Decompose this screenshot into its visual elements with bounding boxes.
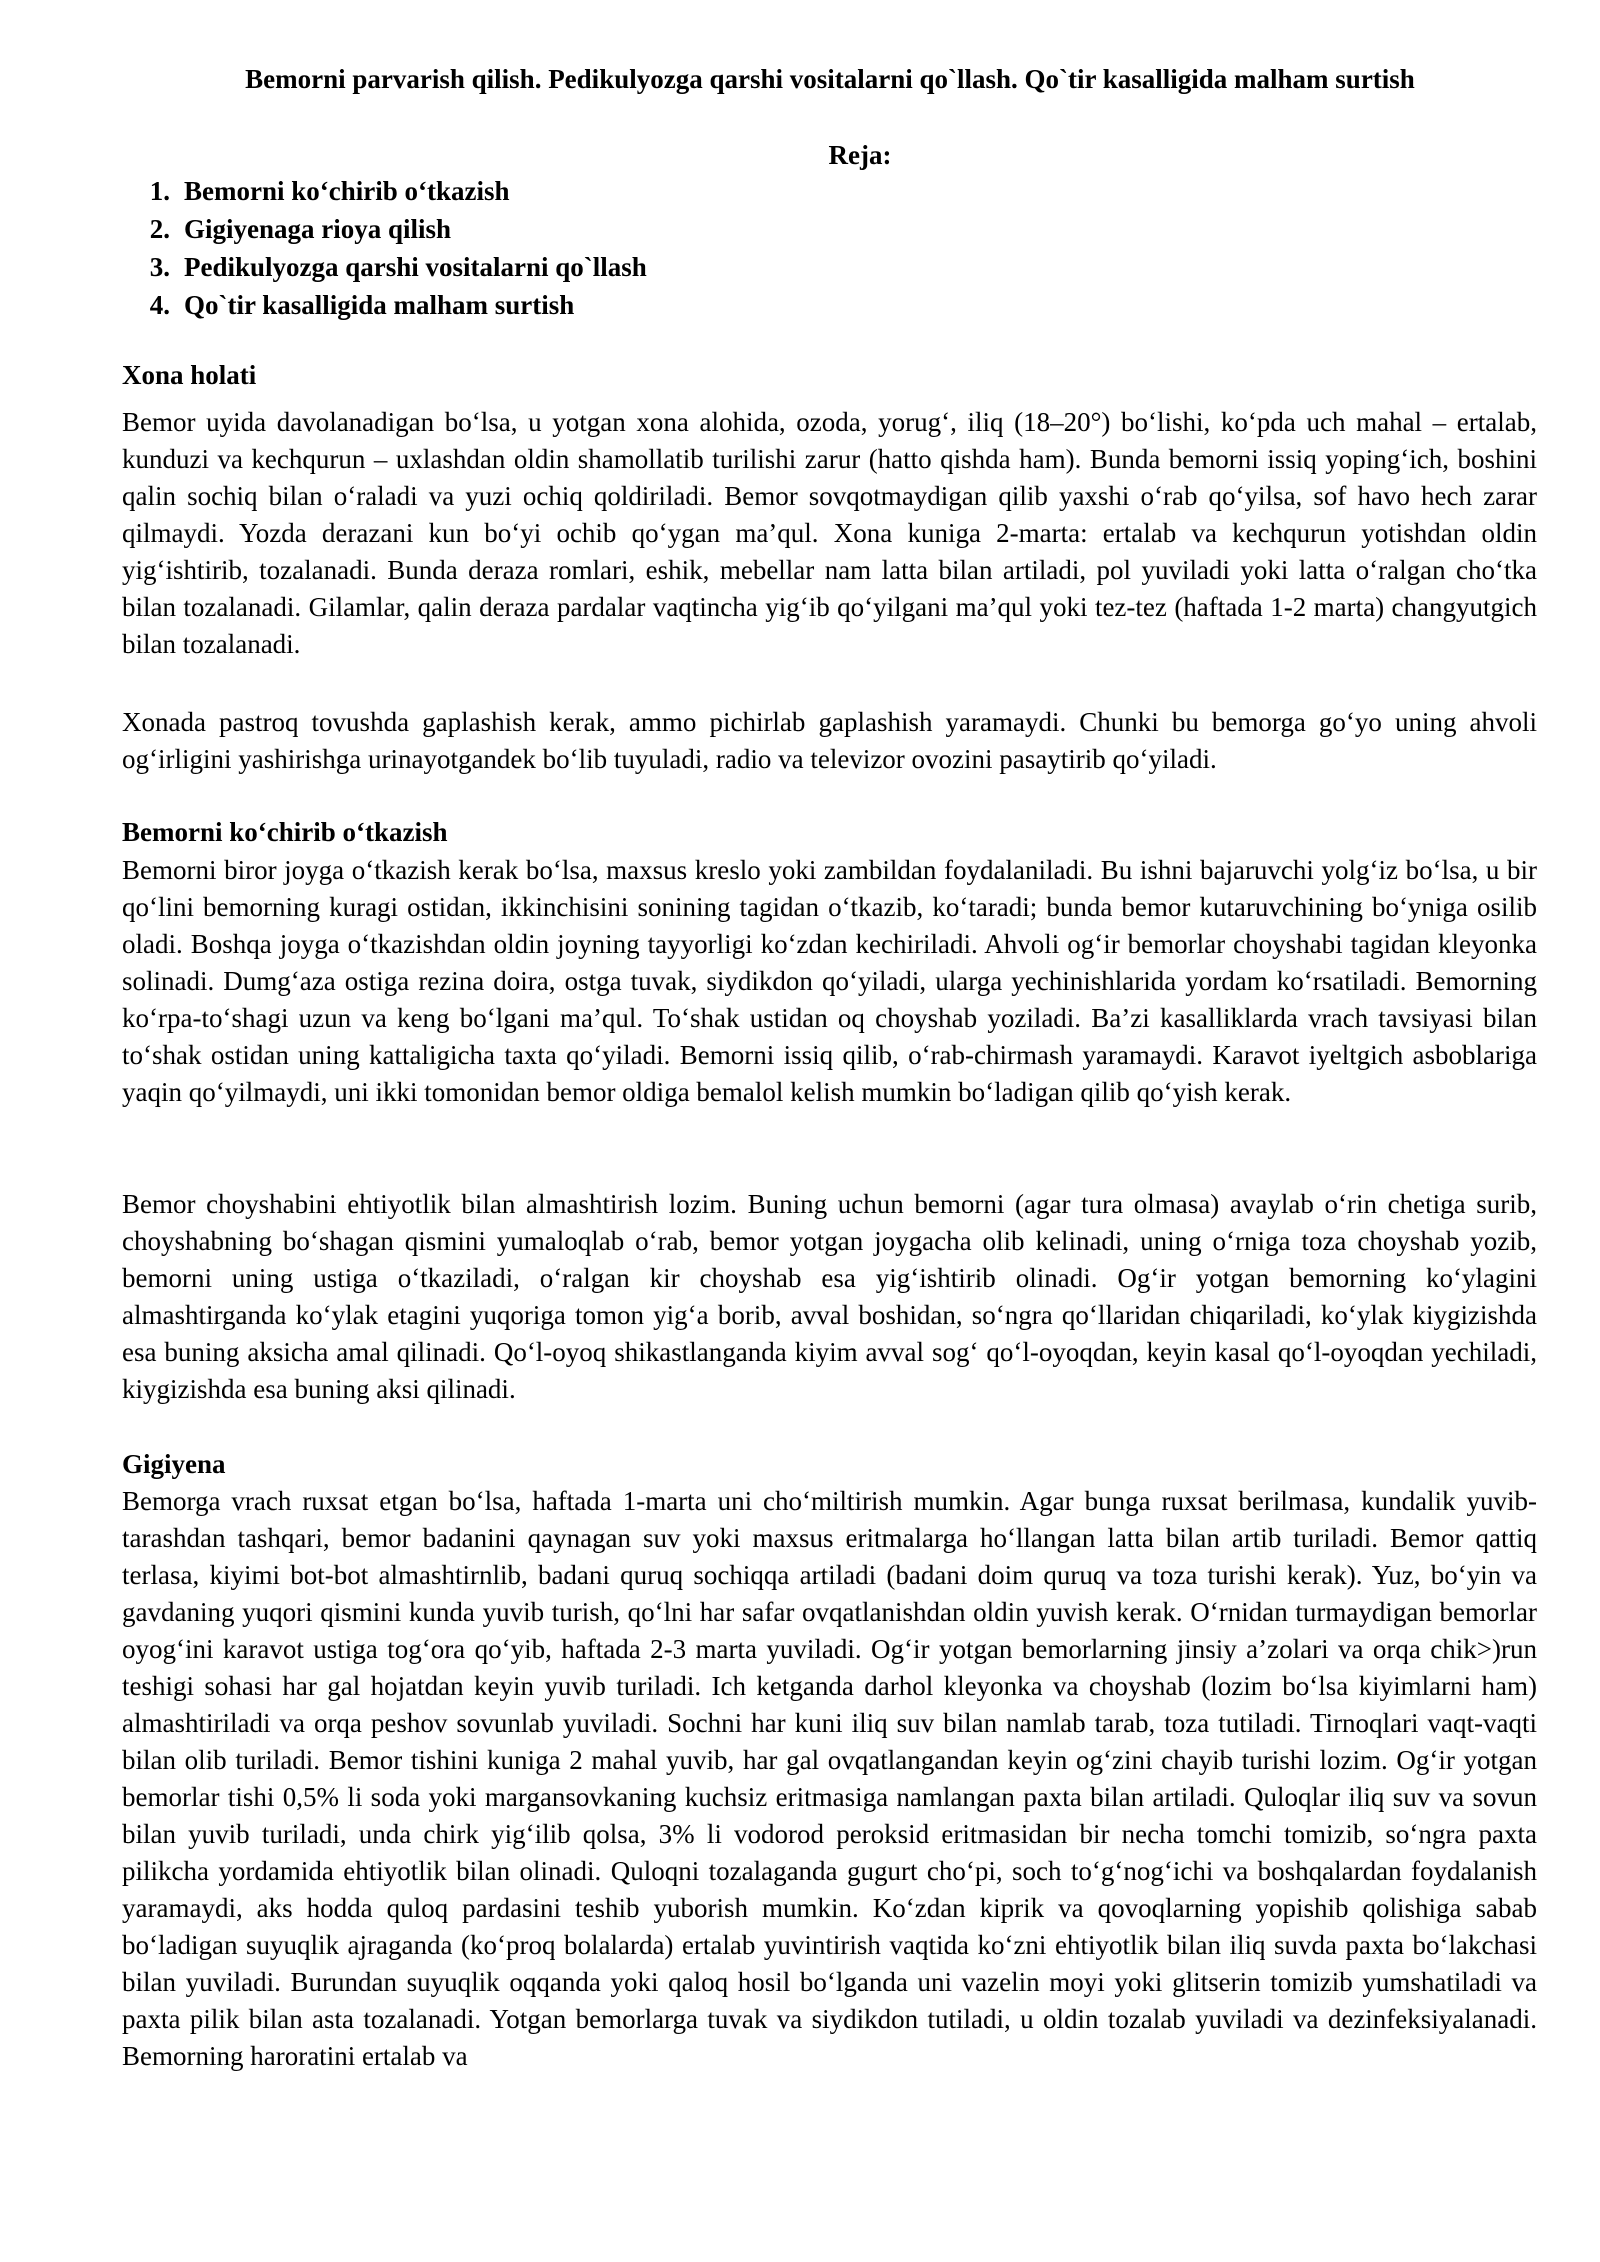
plan-item-text: Bemorni ko‘chirib o‘tkazish — [184, 176, 510, 206]
plan-item-number: 2. — [149, 214, 170, 244]
section-heading-xona-holati: Xona holati — [122, 360, 257, 390]
paragraph-kochirish-1: Bemorni biror joyga o‘tkazish kerak bo‘lsa, maxsus kreslo yoki zambildan foydalaniladi. Bu ishni bajaruvchi yolg‘iz bo‘lsa, u bir qo‘lini bemorning kuragi ostidan, ikkinchisini sonining tagidan o‘tkazib, ko‘taradi; bunda bemor kutaruvchining bo‘yniga osilib oladi. Boshqa joyga o‘tkazishdan oldin joyning tayyorligi ko‘zdan kechiriladi. Ahvoli og‘ir bemorlar choyshabi tagidan kleyonka solinadi. Dumg‘aza ostiga rezina doira, ostga tuvak, siydikdon qo‘yiladi, ularga yechinishlarida yordam ko‘rsatiladi. Bemorning ko‘rpa-to‘shagi uzun va keng bo‘lgani ma’qul. To‘shak ustidan oq choyshab yoziladi. Ba’zi kasalliklarda vrach tavsiyasi bilan to‘shak ostidan uning kattaligicha taxta qo‘yiladi. Bemorni issiq qilib, o‘rab-chirmash yaramaydi. Karavot iyeltgich asboblariga yaqin qo‘yilmaydi, uni ikki tomonidan bemor oldiga bemalol kelish mumkin bo‘ladigan qilib qo‘yish kerak. — [122, 855, 1537, 1107]
plan-label: Reja: — [828, 140, 892, 170]
document-title: Bemorni parvarish qilish. Pedikulyozga qarshi vositalarni qo`llash. Qo`tir kasalligida malham surtish — [245, 64, 1415, 94]
paragraph-xona-2: Xonada pastroq tovushda gaplashish kerak, ammo pichirlab gaplashish yaramaydi. Chunki bu bemorga go‘yo uning ahvoli og‘irligini yashirishga urinayotgandek bo‘lib tuyuladi, radio va televizor ovozini pasaytirib qo‘yiladi. — [122, 707, 1537, 774]
plan-item-text: Qo`tir kasalligida malham surtish — [184, 290, 575, 320]
section-heading-kochirish: Bemorni ko‘chirib o‘tkazish — [122, 817, 448, 847]
plan-item-number: 4. — [149, 290, 170, 320]
plan-item — [120, 286, 647, 324]
plan-item — [120, 248, 647, 286]
plan-item-number: 3. — [149, 252, 170, 282]
plan-item-text: Pedikulyozga qarshi vositalarni qo`llash — [184, 252, 647, 282]
plan-item — [120, 172, 647, 210]
section-heading-gigiyena: Gigiyena — [122, 1449, 226, 1479]
paragraph-kochirish-2: Bemor choyshabini ehtiyotlik bilan almashtirish lozim. Buning uchun bemorni (agar tura olmasa) avaylab o‘rin chetiga surib, choyshabning bo‘shagan qismini yumaloqlab o‘rab, bemor yotgan joygacha olib kelinadi, uning o‘rniga toza choyshab yozib, bemorni uning ustiga o‘tkaziladi, o‘ralgan kir choyshab esa yig‘ishtirib olinadi. Og‘ir yotgan bemorning ko‘ylagini almashtirganda ko‘ylak etagini yuqoriga tomon yig‘a borib, avval boshidan, so‘ngra qo‘llaridan chiqariladi, ko‘ylak kiygizishda esa buning aksicha amal qilinadi. Qo‘l-oyoq shikastlanganda kiyim avval sog‘ qo‘l-oyoqdan, keyin kasal qo‘l-oyoqdan yechiladi, kiygizishda esa buning aksi qilinadi. — [122, 1189, 1537, 1404]
plan-item-text: Gigiyenaga rioya qilish — [184, 214, 452, 244]
paragraph-xona-1: Bemor uyida davolanadigan bo‘lsa, u yotgan xona alohida, ozoda, yorug‘, iliq (18–20°) bo‘lishi, ko‘pda uch mahal – ertalab, kunduzi va kechqurun – uxlashdan oldin shamollatib turilishi zarur (hatto qishda ham). Bunda bemorni issiq yoping‘ich, boshini qalin sochiq bilan o‘raladi va yuzi ochiq qoldiriladi. Bemor sovqotmaydigan qilib yaxshi o‘rab qo‘yilsa, sof havo hech zarar qilmaydi. Yozda derazani kun bo‘yi ochib qo‘ygan ma’qul. Xona kuniga 2-marta: ertalab va kechqurun yotishdan oldin yig‘ishtirib, tozalanadi. Bunda deraza romlari, eshik, mebellar nam latta bilan artiladi, pol yuviladi yoki latta o‘ralgan cho‘tka bilan tozalanadi. Gilamlar, qalin deraza pardalar vaqtincha yig‘ib qo‘yilgani ma’qul yoki tez-tez (haftada 1-2 marta) changyutgich bilan tozalanadi. — [122, 407, 1537, 659]
plan-item-number: 1. — [149, 176, 170, 206]
plan-list — [120, 172, 647, 324]
plan-item — [120, 210, 647, 248]
paragraph-gigiyena-1: Bemorga vrach ruxsat etgan bo‘lsa, haftada 1-marta uni cho‘miltirish mumkin. Agar bunga ruxsat berilmasa, kundalik yuvib-tarashdan tashqari, bemor badanini qaynagan suv yoki maxsus eritmalarga ho‘llangan latta bilan artib turiladi. Bemor qattiq terlasa, kiyimi bot-bot almashtirnlib, badani quruq sochiqqa artiladi (badani doim quruq va toza turishi kerak). Yuz, bo‘yin va gavdaning yuqori qismini kunda yuvib turish, qo‘lni har safar ovqatlanishdan oldin yuvish kerak. O‘rnidan turmaydigan bemorlar oyog‘ini karavot ustiga tog‘ora qo‘yib, haftada 2-3 marta yuviladi. Og‘ir yotgan bemorlarning jinsiy a’zolari va orqa chik>)run teshigi sohasi har gal hojatdan keyin yuvib turiladi. Ich ketganda darhol kleyonka va choyshab (lozim bo‘lsa kiyimlarni ham) almashtiriladi va orqa peshov sovunlab yuviladi. Sochni har kuni iliq suv bilan namlab tarab, toza tutiladi. Tirnoqlari vaqt-vaqti bilan olib turiladi. Bemor tishini kuniga 2 mahal yuvib, har gal ovqatlangandan keyin og‘zini chayib turishi lozim. Og‘ir yotgan bemorlar tishi 0,5% li soda yoki margansovkaning kuchsiz eritmasiga namlangan paxta bilan artiladi. Quloqlar iliq suv va sovun bilan yuvib turiladi, unda chirk yig‘ilib qolsa, 3% li vodorod peroksid eritmasidan bir necha tomchi tomizib, so‘ngra paxta pilikcha yordamida ehtiyotlik bilan olinadi. Quloqni tozalaganda gugurt cho‘pi, soch to‘g‘nog‘ichi va boshqalardan foydalanish yaramaydi, aks hodda quloq pardasini teshib yuborish mumkin. Ko‘zdan kiprik va qovoqlarning yopishib qolishiga sabab bo‘ladigan suyuqlik ajraganda (ko‘proq bolalarda) ertalab yuvintirish vaqtida ko‘zni ehtiyotlik bilan iliq suvda paxta bo‘lakchasi bilan yuviladi. Burundan suyuqlik oqqanda yoki qaloq hosil bo‘lganda uni vazelin moyi yoki glitserin tomizib yumshatiladi va paxta pilik bilan asta tozalanadi. Yotgan bemorlarga tuvak va siydikdon tutiladi, u oldin tozalab yuviladi va dezinfeksiyalanadi. Bemorning haroratini ertalab va — [122, 1486, 1537, 2071]
